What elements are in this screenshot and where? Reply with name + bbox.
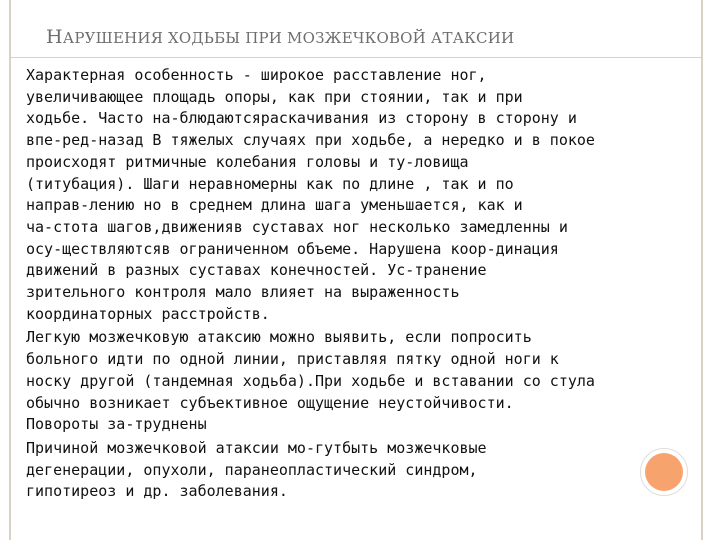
- text-line: носку другой (тандемная ходьба).При ходьбе и вставании со стула: [26, 371, 595, 390]
- text-line: направ-лению но в среднем длина шага уменьшается, как и: [26, 196, 523, 215]
- text-line: (титубация). Шаги неравномерны как по длине , так и по: [26, 174, 514, 193]
- slide-title: [46, 26, 514, 48]
- text-line: обычно возникает субъективное ощущение неустойчивости.: [26, 393, 514, 412]
- text-line: осу-ществляютсяв ограниченном объеме. Нарушена коор-динация: [26, 239, 559, 258]
- text-line: движений в разных суставах конечностей. Ус-транение: [26, 261, 487, 280]
- text-line: увеличивающее площадь опоры, как при стоянии, так и при: [26, 87, 523, 106]
- slide-body: [26, 65, 676, 503]
- text-line: гипотиреоз и др. заболевания.: [26, 482, 288, 501]
- text-line: Повороты за-труднены: [26, 415, 207, 434]
- text-line: происходят ритмичные колебания головы и ту-ловища: [26, 152, 469, 171]
- paragraph-tandem-walk: [26, 327, 676, 436]
- text-line: впе-ред-назад В тяжелых случаях при ходьбе, а нередко и в покое: [26, 131, 595, 150]
- text-line: дегенерации, опухоли, паранеопластический синдром,: [26, 460, 478, 479]
- text-line: больного идти по одной линии, приставляя пятку одной ноги к: [26, 350, 559, 369]
- text-line: координаторных расстройств.: [26, 304, 270, 323]
- paragraph-gait-features: [26, 65, 676, 325]
- text-line: зрительного контроля мало влияет на выраженность: [26, 283, 460, 302]
- text-line: ходьбе. Часто на-блюдаютсяраскачивания из сторону в сторону и: [26, 109, 577, 128]
- orange-dot-icon: [645, 453, 683, 491]
- title-initial-cap: Н: [46, 26, 63, 48]
- title-divider: [11, 57, 701, 58]
- paragraph-causes: [26, 438, 676, 503]
- text-line: ча-стота шагов,движенияв суставах ног несколько замедленны и: [26, 217, 568, 236]
- text-line: Легкую мозжечковую атаксию можно выявить, если попросить: [26, 328, 532, 347]
- title-text: АРУШЕНИЯ ХОДЬБЫ ПРИ МОЗЖЕЧКОВОЙ АТАКСИИ: [62, 29, 515, 47]
- text-line: Характерная особенность - широкое расставление ног,: [26, 66, 487, 84]
- text-line: Причиной мозжечковой атаксии мо-гутбыть мозжечковые: [26, 438, 487, 457]
- decorative-circle-icon: [640, 448, 688, 496]
